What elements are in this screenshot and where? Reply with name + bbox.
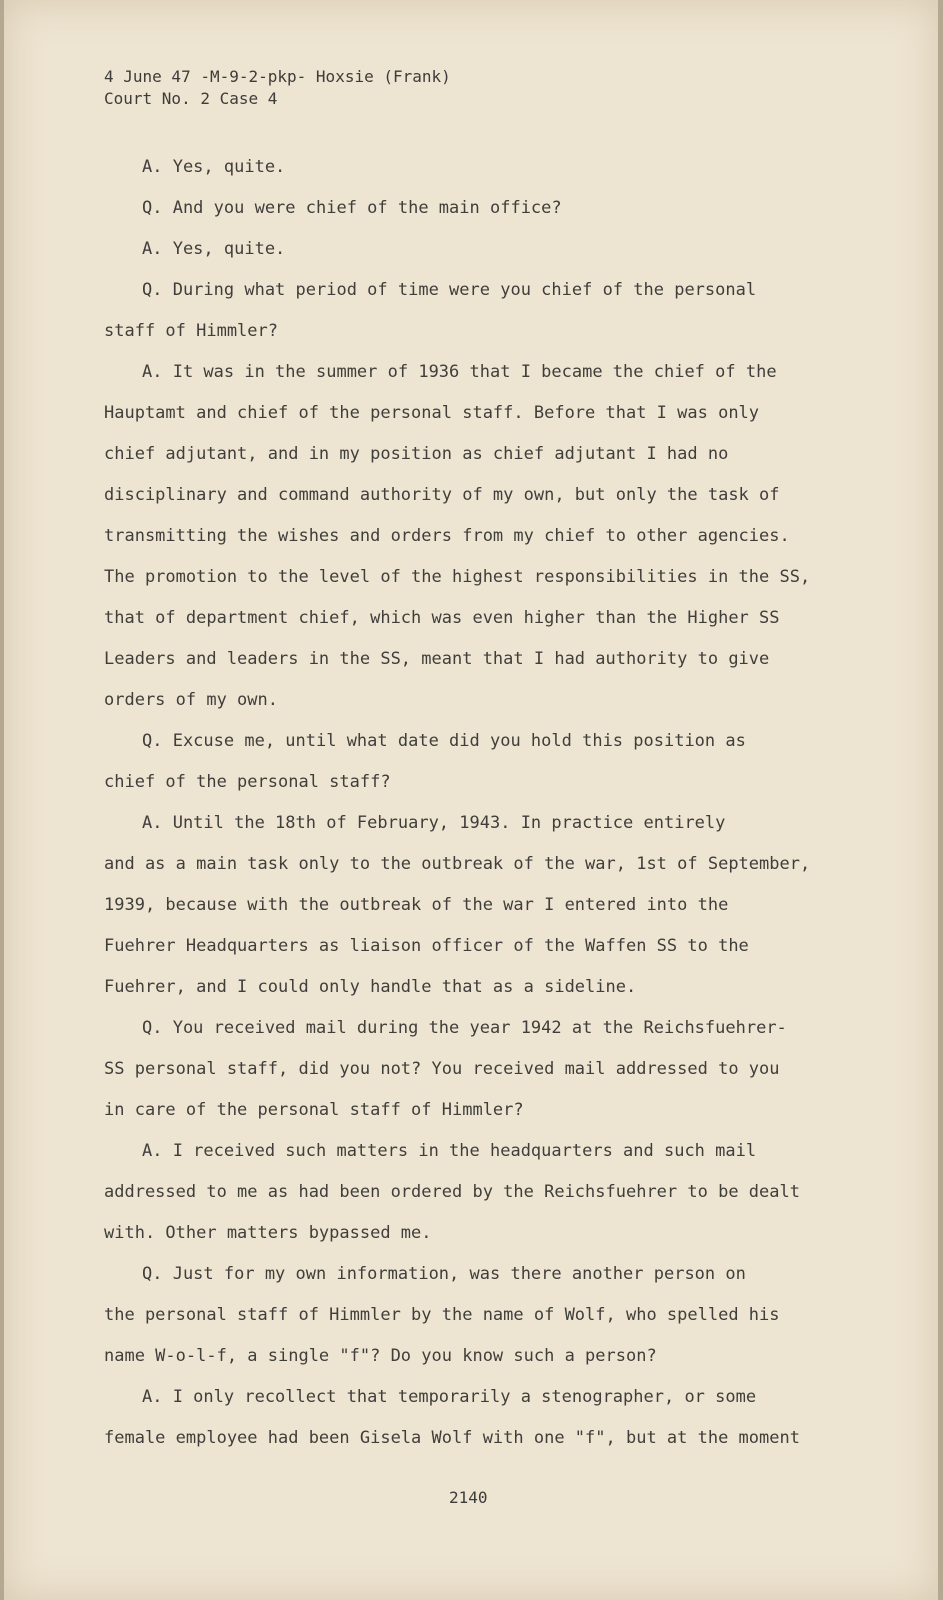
document-page [4,0,938,1600]
text-line: transmitting the wishes and orders from my chief to other agencies. [104,526,790,546]
paragraph-4 [104,270,824,352]
text-line: in care of the personal staff of Himmler? [104,1100,524,1120]
text-line: A. Until the 18th of February, 1943. In practice entirely [142,813,726,833]
text-line: A. I only recollect that temporarily a stenographer, or some [142,1387,757,1407]
text-line: A. I received such matters in the headquarters and such mail [142,1141,757,1161]
text-line: Q. You received mail during the year 1942 at the Reichsfuehrer- [142,1018,787,1038]
text-line: Q. And you were chief of the main office? [142,198,562,218]
text-line: with. Other matters bypassed me. [104,1223,432,1243]
text-line: chief adjutant, and in my position as chief adjutant I had no [104,444,729,464]
text-line: A. It was in the summer of 1936 that I became the chief of the [142,362,777,382]
paragraph-8 [104,1008,824,1131]
text-line: 1939, because with the outbreak of the war I entered into the [104,895,729,915]
text-line: Q. During what period of time were you chief of the personal [142,280,757,300]
text-line: name W-o-l-f, a single "f"? Do you know such a person? [104,1346,657,1366]
text-line: orders of my own. [104,690,278,710]
text-line: disciplinary and command authority of my own, but only the task of [104,485,780,505]
text-line: Hauptamt and chief of the personal staff. Before that I was only [104,403,760,423]
text-line: staff of Himmler? [104,321,278,341]
paragraph-11 [104,1377,824,1459]
paragraph-5 [104,352,824,721]
text-line: chief of the personal staff? [104,772,391,792]
text-line: and as a main task only to the outbreak of the war, 1st of September, [104,854,811,874]
header-line-1: 4 June 47 -M-9-2-pkp- Hoxsie (Frank) [104,67,451,86]
text-line: A. Yes, quite. [142,157,286,177]
document-header [104,66,451,110]
text-line: that of department chief, which was even higher than the Higher SS [104,608,780,628]
header-line-2: Court No. 2 Case 4 [104,89,278,108]
page-number: 2140 [449,1488,488,1507]
paragraph-6 [104,721,824,803]
text-line: the personal staff of Himmler by the name of Wolf, who spelled his [104,1305,780,1325]
text-line: SS personal staff, did you not? You received mail addressed to you [104,1059,780,1079]
text-line: Fuehrer Headquarters as liaison officer of the Waffen SS to the [104,936,749,956]
text-line: The promotion to the level of the highest responsibilities in the SS, [104,567,811,587]
text-line: Q. Excuse me, until what date did you hold this position as [142,731,746,751]
text-line: Leaders and leaders in the SS, meant that I had authority to give [104,649,770,669]
text-line: addressed to me as had been ordered by the Reichsfuehrer to be dealt [104,1182,800,1202]
paragraph-7 [104,803,824,1008]
text-line: female employee had been Gisela Wolf with one "f", but at the moment [104,1428,800,1448]
paragraph-3 [104,229,824,270]
paragraph-10 [104,1254,824,1377]
paragraph-9 [104,1131,824,1254]
paragraph-2 [104,188,824,229]
text-line: Q. Just for my own information, was there another person on [142,1264,746,1284]
paragraph-1 [104,147,824,188]
text-line: A. Yes, quite. [142,239,286,259]
text-line: Fuehrer, and I could only handle that as a sideline. [104,977,637,997]
